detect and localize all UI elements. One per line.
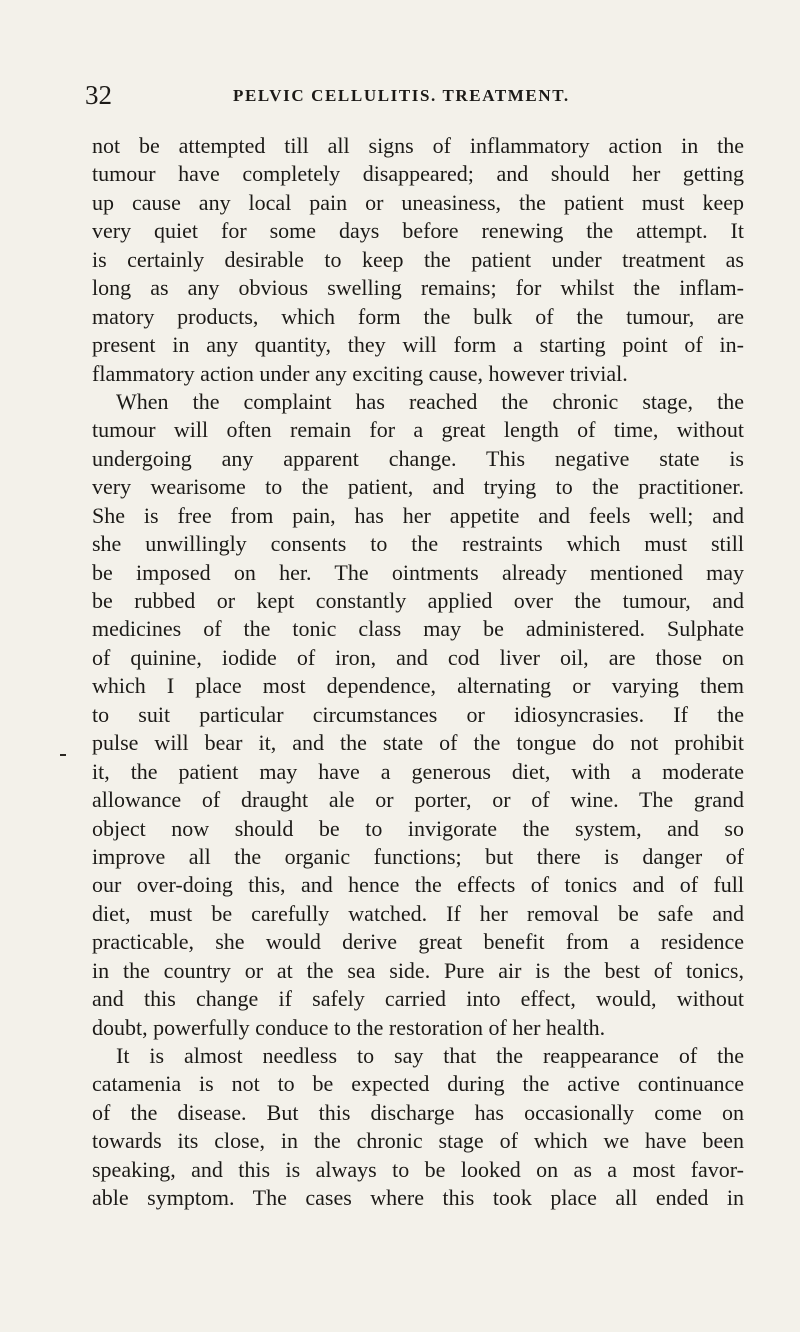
text-line: of the disease. But this discharge has occasionally come on — [92, 1099, 744, 1125]
paragraph — [92, 388, 744, 1042]
text-line: not be attempted till all signs of inflammatory action in the — [92, 133, 744, 158]
text-line: able symptom. The cases where this took place all ended in — [92, 1185, 744, 1211]
running-head: PELVIC CELLULITIS. TREATMENT. — [233, 86, 570, 105]
page-number: 32 — [85, 80, 112, 110]
text-line: our over-doing this, and hence the effects of tonics and of full — [92, 872, 744, 898]
text-line: object now should be to invigorate the system, and so — [92, 815, 744, 841]
text-line: It is almost needless to say that the reappearance of the — [116, 1043, 744, 1068]
text-line: to suit particular circumstances or idiosyncrasies. If the — [92, 701, 744, 727]
text-line: pulse will bear it, and the state of the tongue do not prohibit — [92, 730, 744, 756]
text-line: present in any quantity, they will form a starting point of in- — [92, 332, 744, 358]
text-line: tumour have completely disappeared; and should her getting — [92, 161, 744, 187]
text-line: matory products, which form the bulk of the tumour, are — [92, 303, 744, 329]
text-line: medicines of the tonic class may be administered. Sulphate — [92, 616, 744, 642]
text-line: in the country or at the sea side. Pure air is the best of tonics, — [92, 957, 744, 983]
text-line: very quiet for some days before renewing the attempt. It — [92, 218, 744, 244]
text-line: very wearisome to the patient, and trying to the practitioner. — [92, 474, 744, 500]
text-line: and this change if safely carried into effect, would, without — [92, 986, 744, 1012]
body-text — [92, 132, 744, 1213]
text-line: undergoing any apparent change. This negative state is — [92, 445, 744, 471]
text-line: of quinine, iodide of iron, and cod liver oil, are those on — [92, 644, 744, 670]
text-line: When the complaint has reached the chronic stage, the — [116, 388, 744, 414]
text-line: practicable, she would derive great benefit from a residence — [92, 929, 744, 955]
text-line: which I place most dependence, alternating or varying them — [92, 673, 744, 699]
margin-mark — [60, 754, 66, 756]
text-line: improve all the organic functions; but there is danger of — [92, 843, 744, 869]
text-line: allowance of draught ale or porter, or of wine. The grand — [92, 787, 744, 813]
paragraph — [92, 132, 744, 388]
text-line: speaking, and this is always to be looked on as a most favor- — [92, 1156, 744, 1182]
text-line: is certainly desirable to keep the patient under treatment as — [92, 246, 744, 272]
page-header — [85, 80, 745, 110]
text-line: She is free from pain, has her appetite and feels well; and — [92, 502, 744, 528]
text-line: catamenia is not to be expected during the active continuance — [92, 1071, 744, 1097]
text-line: up cause any local pain or uneasiness, the patient must keep — [92, 189, 744, 215]
text-line: be imposed on her. The ointments already mentioned may — [92, 559, 744, 585]
text-line: be rubbed or kept constantly applied over the tumour, and — [92, 588, 744, 613]
text-line: diet, must be carefully watched. If her removal be safe and — [92, 900, 744, 926]
text-line: tumour will often remain for a great length of time, without — [92, 417, 744, 443]
text-line: doubt, powerfully conduce to the restoration of her health. — [92, 1014, 606, 1040]
text-line: towards its close, in the chronic stage of which we have been — [92, 1128, 744, 1154]
text-line: it, the patient may have a generous diet, with a moderate — [92, 758, 744, 784]
paragraph — [92, 1042, 744, 1213]
text-line: she unwillingly consents to the restraints which must still — [92, 531, 744, 557]
text-line: long as any obvious swelling remains; for whilst the inflam- — [92, 275, 744, 301]
text-line: flammatory action under any exciting cause, however trivial. — [92, 360, 628, 386]
